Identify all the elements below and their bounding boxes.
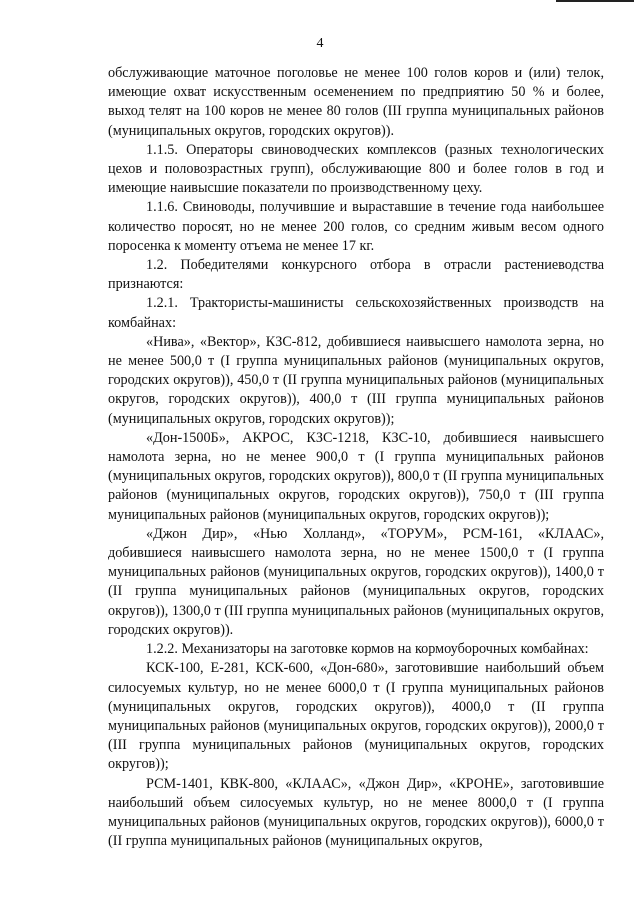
paragraph-1-1-6: 1.1.6. Свиноводы, получившие и выраставшие в течение года наибольшее количество поросят, но не менее 200 голов, со средним живым весом одного поросенка к моменту отъема не менее 17 кг. — [108, 199, 604, 254]
paragraph-john-deere: «Джон Дир», «Нью Холланд», «ТОРУМ», РСМ-161, «КЛААС», добившиеся наивысшего намолота зерна, но не менее 1500,0 т (I группа муниципальных районов (муниципальных округов, городских округов)), 1400,0 т (II группа муниципальных районов (муниципальных округов, городских округов)), 1300,0 т (III группа муниципальных районов (муниципальных округов, городских округов)). — [108, 525, 604, 638]
page-number: 4 — [316, 36, 324, 51]
paragraph-continuation: обслуживающие маточное поголовье не менее 100 голов коров и (или) телок, имеющие охват искусственным осеменением по предприятию 50 % и более, выход телят на 100 коров не менее 80 голов (III группа муниципальных районов (муниципальных округов, городских округов)). — [108, 65, 604, 139]
paragraph-ksk-100: КСК-100, Е-281, КСК-600, «Дон-680», заготовившие наибольший объем силосуемых культур, но не менее 6000,0 т (I группа муниципальных районов (муниципальных округов, городских округов)), 4000,0 т (II группа муниципальных районов (муниципальных округов, городских округов)), 2000,0 т (III группа муниципальных районов (муниципальных округов, городских округов)); — [108, 660, 604, 773]
paragraph-niva-vector: «Нива», «Вектор», КЗС-812, добившиеся наивысшего намолота зерна, но не менее 500,0 т (I группа муниципальных районов (муниципальных округов, городских округов)), 450,0 т (II группа муниципальных районов (муниципальных округов, городских округов)), 400,0 т (III группа муниципальных районов (муниципальных округов, городских округов)); — [108, 333, 604, 427]
paragraph-1-2-1: 1.2.1. Трактористы-машинисты сельскохозяйственных производств на комбайнах: — [108, 295, 604, 331]
paragraph-1-1-5: 1.1.5. Операторы свиноводческих комплексов (разных технологических цехов и половозрастных групп), обслуживающие 800 и более голов в год и имеющие наивысшие показатели по производственному цеху. — [108, 141, 604, 197]
scan-corner-mark — [556, 0, 634, 2]
paragraph-1-2-2: 1.2.2. Механизаторы на заготовке кормов на кормоуборочных комбайнах: — [146, 641, 589, 658]
document-body — [108, 64, 604, 851]
paragraph-rsm-1401: РСМ-1401, КВК-800, «КЛААС», «Джон Дир», «КРОНЕ», заготовившие наибольший объем силосуемых культур, но не менее 8000,0 т (I группа муниципальных районов (муниципальных округов, городских округов)), 6000,0 т (II группа муниципальных районов (муниципальных округов, — [108, 775, 604, 850]
paragraph-don-1500b: «Дон-1500Б», АКРОС, КЗС-1218, КЗС-10, добившиеся наивысшего намолота зерна, но не менее 900,0 т (I группа муниципальных районов (муниципальных округов, городских округов)), 800,0 т (II группа муниципальных районов (муниципальных округов, городских округов)), 750,0 т (III группа муниципальных районов (муниципальных округов, городских округов)); — [108, 429, 604, 523]
paragraph-1-2: 1.2. Победителями конкурсного отбора в отрасли растениеводства признаются: — [108, 257, 604, 293]
